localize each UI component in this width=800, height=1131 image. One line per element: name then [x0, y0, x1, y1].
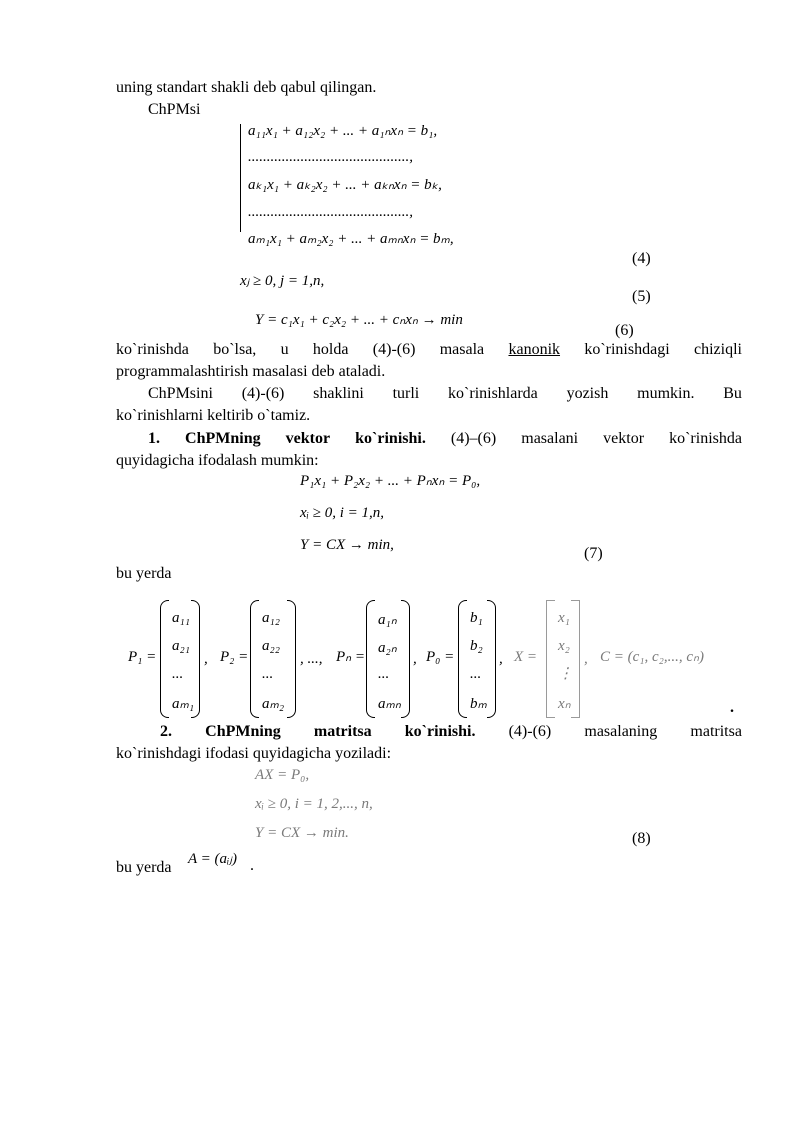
chpmsi-label: ChPMsi	[148, 101, 201, 118]
p1-entry: aₘ₁	[172, 696, 195, 712]
para1-line1: ko`rinishda bo`lsa, u holda (4)-(6) masala kanonik ko`rinishdagi chiziqli	[116, 341, 742, 358]
x-entry: x₂	[558, 638, 570, 654]
p0-entry: ...	[470, 666, 482, 682]
pn-label: Pₙ =	[336, 649, 366, 665]
bu-yerda-2: bu yerda	[116, 859, 172, 876]
p0-entry: bₘ	[470, 696, 487, 712]
p1-entry: a₁₁	[172, 610, 190, 626]
x-label: X =	[514, 649, 538, 665]
comma-sep: ,	[204, 651, 208, 667]
p2-entry: ...	[262, 666, 274, 682]
eq-number-7: (7)	[584, 545, 603, 562]
section1-line2: quyidagicha ifodalash mumkin:	[116, 452, 319, 469]
dots-sep: , ...,	[300, 651, 323, 667]
pn-entry: ...	[378, 666, 390, 682]
p1-entry: ...	[172, 666, 184, 682]
vector-form-objective: Y = CX → min,	[300, 537, 394, 553]
comma-sep: ,	[499, 651, 503, 667]
para2-line2: ko`rinishlarni keltirib o`tamiz.	[116, 407, 311, 424]
pn-entry: a₁ₙ	[378, 612, 397, 628]
bu-yerda-1: bu yerda	[116, 565, 172, 582]
system-row-m: aₘ₁x₁ + aₘ₂x₂ + ... + aₘₙxₙ = bₘ,	[248, 231, 454, 247]
section2-line2: ko`rinishdagi ifodasi quyidagicha yoziladi:	[116, 745, 392, 762]
pn-entry: a₂ₙ	[378, 640, 397, 656]
matrix-form-constraint: xᵢ ≥ 0, i = 1, 2,..., n,	[255, 796, 373, 812]
matrix-form-eq: AX = P₀,	[255, 767, 310, 783]
system-row-1: a₁₁x₁ + a₁₂x₂ + ... + a₁ₙxₙ = b₁,	[248, 123, 438, 139]
x-entry: ⋮	[558, 666, 573, 682]
x-entry: x₁	[558, 610, 570, 626]
comma-sep: ,	[413, 651, 417, 667]
p1-entry: a₂₁	[172, 638, 190, 654]
kanonik-term: kanonik	[508, 341, 561, 358]
p0-entry: b₂	[470, 638, 483, 654]
intro-line: uning standart shakli deb qabul qilingan.	[116, 79, 377, 96]
p0-vector	[458, 600, 496, 718]
system-dots-1: ...........................................,	[248, 149, 413, 165]
para1-line2: programmalashtirish masalasi deb ataladi.	[116, 363, 386, 380]
section1-heading: 1. ChPMning vektor ko`rinishi. (4)–(6) masalani vektor ko`rinishda	[148, 430, 742, 447]
matrix-form-objective: Y = CX → min.	[255, 825, 349, 841]
constraint-5: xⱼ ≥ 0, j = 1,n,	[240, 273, 325, 289]
system-brace	[240, 124, 241, 232]
x-entry: xₙ	[558, 696, 571, 712]
system-row-k: aₖ₁x₁ + aₖ₂x₂ + ... + aₖₙxₙ = bₖ,	[248, 177, 442, 193]
pn-entry: aₘₙ	[378, 696, 401, 712]
eq-number-6: (6)	[615, 322, 634, 339]
objective-6: Y = c₁x₁ + c₂x₂ + ... + cₙxₙ → min	[255, 312, 463, 328]
p1-vector	[160, 600, 200, 718]
p2-entry: a₁₂	[262, 610, 280, 626]
system-dots-2: ...........................................,	[248, 204, 413, 220]
p2-entry: a₂₂	[262, 638, 280, 654]
pn-vector	[366, 600, 410, 718]
section2-heading: 2. ChPMning matritsa ko`rinishi. (4)-(6) masalaning matritsa	[160, 723, 742, 740]
p2-entry: aₘ₂	[262, 696, 285, 712]
vector-form-eq: P₁x₁ + P₂x₂ + ... + Pₙxₙ = P₀,	[300, 473, 481, 489]
p0-label: P₀ =	[426, 649, 455, 665]
comma-sep: ,	[584, 651, 588, 667]
period-mark: .	[730, 699, 734, 716]
p1-label: P₁ =	[128, 649, 157, 665]
eq-number-8: (8)	[632, 830, 651, 847]
p0-entry: b₁	[470, 610, 483, 626]
para2-line1: ChPMsini (4)-(6) shaklini turli ko`rinishlarda yozish mumkin. Bu	[148, 385, 742, 402]
eq-number-4: (4)	[632, 250, 651, 267]
eq-number-5: (5)	[632, 288, 651, 305]
a-definition: A = (aᵢⱼ)	[188, 851, 237, 867]
p2-vector	[250, 600, 296, 718]
vector-form-constraint: xᵢ ≥ 0, i = 1,n,	[300, 505, 385, 521]
c-vector: C = (c₁, c₂,..., cₙ)	[600, 649, 704, 665]
p2-label: P₂ =	[220, 649, 249, 665]
period-mark: .	[250, 857, 254, 874]
x-vector	[546, 600, 580, 718]
